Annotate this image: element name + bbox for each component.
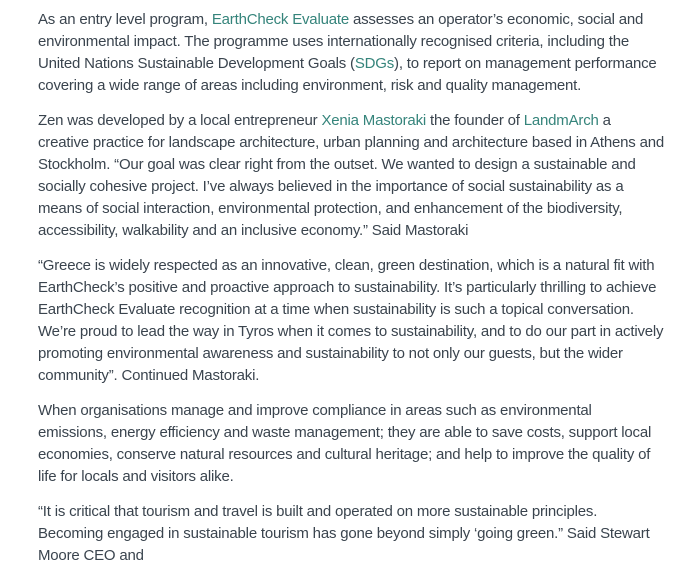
text-segment: When organisations manage and improve compliance in areas such as environmental emissions, energy efficiency and waste management; they are able to save costs, support local economies, conserve natural resources and cultural heritage; and help to improve the quality of life for locals and visitors alike.	[38, 402, 652, 485]
text-segment: As an entry level program,	[38, 11, 212, 28]
text-segment: “Greece is widely respected as an innovative, clean, green destination, which is a natural fit with EarthCheck’s positive and proactive approach to sustainability. It’s particularly thrilling to achieve EarthCheck Evaluate recognition at a time when sustainability is such a topical conversation. We’re proud to lead the way in Tyros when it comes to sustainability, and to do our part in actively promoting environmental awareness and sustainability to not only our guests, but the wider community”. Continued Mastoraki.	[38, 257, 664, 384]
link-sdgs[interactable]: SDGs	[354, 55, 395, 72]
paragraph	[38, 400, 664, 488]
text-segment: “It is critical that tourism and travel is built and operated on more sustainable principles. Becoming engaged in sustainable tourism has gone beyond simply ‘going green.” Said Stewart Moore CEO and	[38, 503, 650, 564]
link-landmarch[interactable]: LandmArch	[523, 112, 599, 129]
paragraph	[38, 110, 664, 242]
link-xenia-mastoraki[interactable]: Xenia Mastoraki	[321, 112, 427, 129]
paragraph	[38, 9, 664, 97]
text-segment: a creative practice for landscape architecture, urban planning and architecture based in Athens and Stockholm. “Our goal was clear right from the outset. We wanted to design a sustainable and socially cohesive project. I’ve always believed in the importance of social sustainability as a means of social interaction, environmental protection, and enhancement of the biodiversity, accessibility, walkability and an inclusive economy.” Said Mastoraki	[38, 112, 665, 239]
text-segment: assesses an operator’s economic, social and environmental impact. The programme uses internationally recognised criteria, including the United Nations Sustainable Development Goals (	[38, 11, 644, 72]
link-earthcheck-evaluate[interactable]: EarthCheck Evaluate	[211, 11, 349, 28]
text-segment: the founder of	[426, 112, 524, 129]
paragraph	[38, 255, 664, 387]
text-segment: Zen was developed by a local entrepreneur	[38, 112, 322, 129]
text-segment: ), to report on management performance covering a wide range of areas including environment, risk and quality management.	[38, 55, 657, 94]
paragraph	[38, 501, 664, 567]
